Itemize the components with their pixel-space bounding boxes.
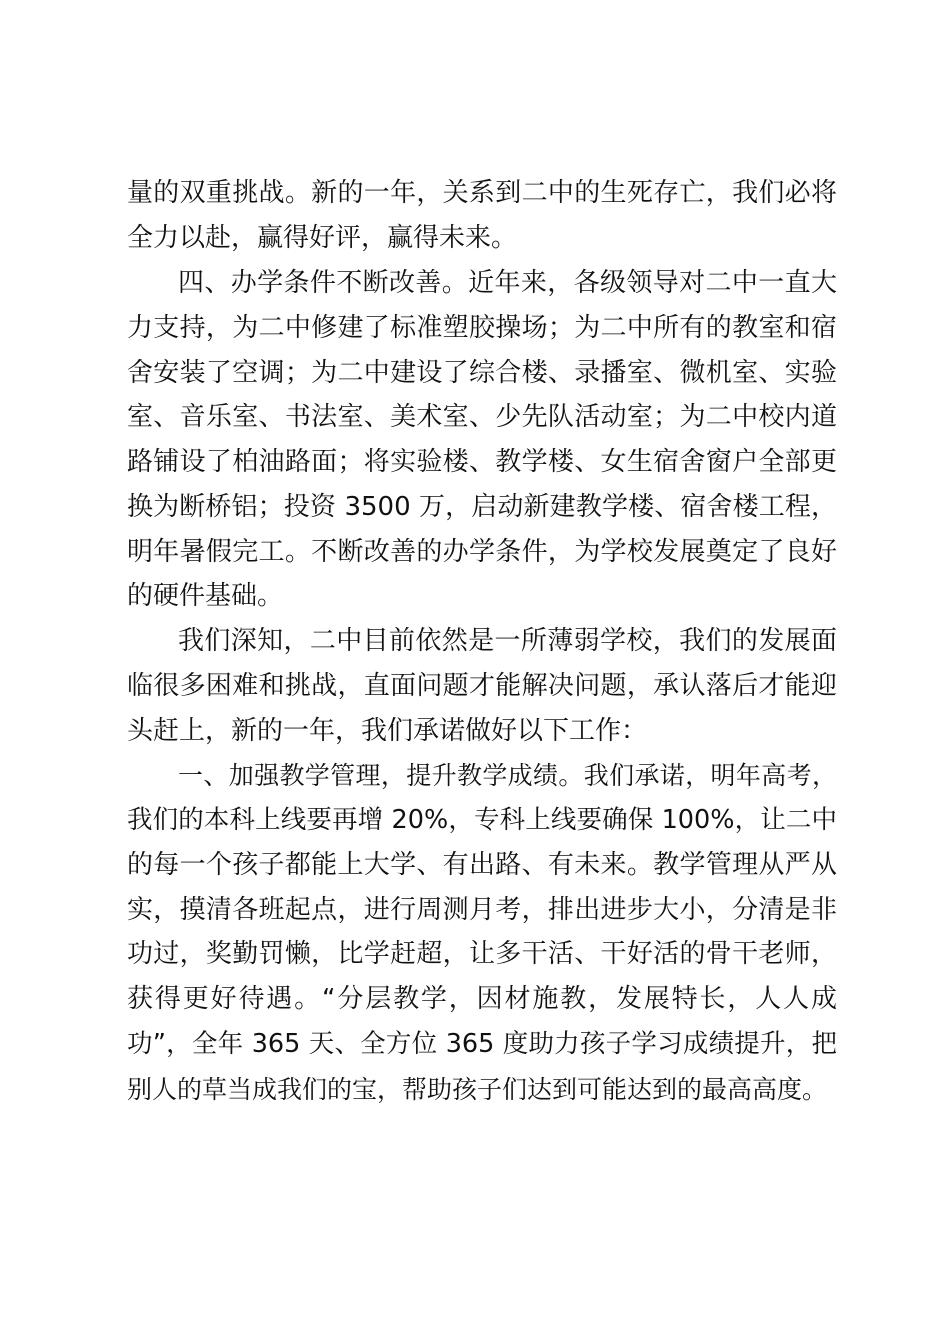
paragraph-first-line: 一、加强教学管理，提升教学成绩。我们承诺，明年高考， [178, 761, 837, 790]
text-line: 室、音乐室、书法室、美术室、少先队活动室；为二中校内道 [127, 402, 837, 432]
text-line: 头赶上，新的一年，我们承诺做好以下工作： [127, 716, 648, 746]
paragraph-first-line: 四、办学条件不断改善。近年来，各级领导对二中一直大 [178, 268, 837, 298]
text-line: 我们的本科上线要再增 20%，专科上线要确保 100%，让二中 [127, 805, 837, 835]
text-line: 功过，奖勤罚懒，比学赶超，让多干活、干好活的骨干老师， [127, 939, 837, 969]
text-line: 路铺设了柏油路面；将实验楼、教学楼、女生宿舍窗户全部更 [127, 447, 837, 477]
text-line: 的硬件基础。 [127, 581, 284, 611]
text-line: 获得更好待遇。“分层教学，因材施教，发展特长，人人成 [127, 984, 837, 1014]
text-line: 力支持，为二中修建了标准塑胶操场；为二中所有的教室和宿 [127, 313, 837, 343]
text-line: 临很多困难和挑战，直面问题才能解决问题，承认落后才能迎 [127, 671, 837, 701]
text-line: 实，摸清各班起点，进行周测月考，排出进步大小，分清是非 [127, 895, 837, 925]
text-line: 换为断桥铝；投资 3500 万，启动新建教学楼、宿舍楼工程， [127, 492, 837, 522]
text-line: 功”，全年 365 天、全方位 365 度助力孩子学习成绩提升，把 [127, 1029, 837, 1059]
text-line: 的每一个孩子都能上大学、有出路、有未来。教学管理从严从 [127, 850, 837, 880]
text-line: 全力以赴，赢得好评，赢得未来。 [127, 223, 518, 253]
paragraph-first-line: 我们深知，二中目前依然是一所薄弱学校，我们的发展面 [178, 626, 837, 656]
text-line: 舍安装了空调；为二中建设了综合楼、录播室、微机室、实验 [127, 358, 837, 388]
text-line: 明年暑假完工。不断改善的办学条件，为学校发展奠定了良好 [127, 537, 837, 567]
text-line: 别人的草当成我们的宝，帮助孩子们达到可能达到的最高高度。 [127, 1075, 828, 1104]
text-line: 量的双重挑战。新的一年，关系到二中的生死存亡，我们必将 [127, 178, 837, 208]
